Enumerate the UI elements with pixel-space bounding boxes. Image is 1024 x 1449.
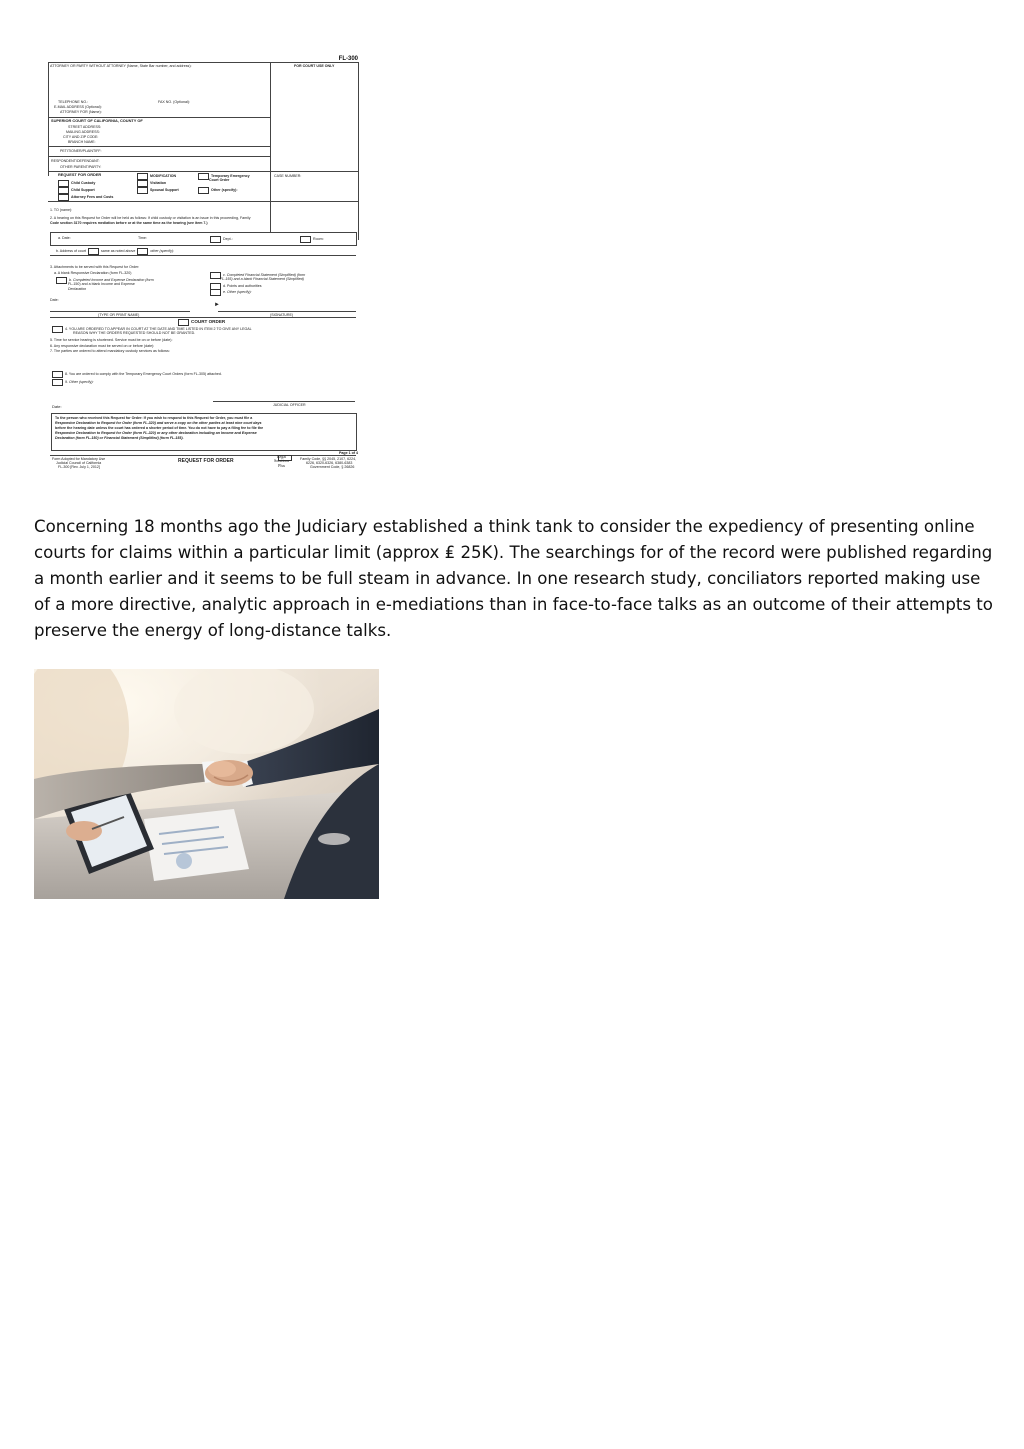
notice-line-1: To the person who received this Request for Order: If you wish to respond to this Request for Order, you must file a — [55, 416, 253, 420]
checkbox-other[interactable] — [198, 187, 209, 194]
signature-caption: (SIGNATURE) — [270, 313, 294, 317]
item-3c-line-2: FL-155) and a blank Financial Statement (Simplified) — [220, 277, 304, 281]
opt-attorney-fees: Attorney Fees and Costs — [71, 195, 114, 200]
item-9: 9. Other (specify): — [65, 380, 94, 385]
opt-other: Other (specify): — [211, 188, 238, 193]
notice-line-3: before the hearing date unless the court has ordered a shorter period of time. You do not have to pay a filing fee to file the — [55, 426, 264, 430]
checkbox-dept[interactable] — [210, 236, 221, 243]
checkbox-modification[interactable] — [137, 173, 148, 180]
checkbox-spousal-support[interactable] — [137, 187, 148, 194]
mailing-label: MAILING ADDRESS: — [66, 130, 100, 134]
footer-right-2: 6226, 6320-6326, 6380-6383 — [306, 461, 353, 465]
checkbox-attorney-fees[interactable] — [58, 194, 69, 201]
court-name: SUPERIOR COURT OF CALIFORNIA, COUNTY OF — [51, 118, 143, 123]
checkbox-3e[interactable] — [210, 289, 221, 296]
form-number: FL-300 — [338, 56, 358, 62]
notice-box — [51, 413, 357, 451]
item-3b-line-2: FL-150) and a blank Income and Expense — [68, 282, 135, 286]
item-3a: a. A blank Responsive Declaration (form FL-320) — [54, 271, 132, 275]
court-form-image: FL-300 ATTORNEY OR PARTY WITHOUT ATTORNEY (Name, State Bar number, and address): FOR COURT USE ONLY TELEPHONE NO.: FAX NO. (Optional): E-MAIL ADDRESS (Optional): ATTORNEY FOR (Name): SUPERIOR COURT OF CALIFORNIA, COUNTY OF STREET ADDRESS: MAILING ADDRESS: CITY AND ZIP CODE: BRANCH NAME: PETITIONER/PLAINTIFF: RESPONDENT/DEFENDANT: OTHER PARENT/PARTY: REQUEST FOR ORDER MODIFICATION Temporary Emergency Court Order CASE NUMBER: Child Custody Visitation Child Support Spousal Support Other (specify): Attorney Fees and Costs 1. TO (name): 2. A hearing on this Request for Order will be held as follows: If child custody or visitation is an issue in this proceeding, Family Code section 3170 requires mediation before or at the same time as the hearing (see item 7.) a. Date: Time: Dept.: Room: b. Address of court same as noted above other (specify): 3. Attachments to be served with this Request for Order: a. A blank Responsive Declaration (form FL-320) b. Completed Income and Expense Declaration (form FL-150) and a blank Income and Expense Declaration c. Completed Financial Statement (Simplified) (form FL-155) and a blank Financial Statement (Simplified) d. Points and authorities e. Other (specify): Date: ► (TYPE OR PRINT NAME) (SIGNATURE) COURT ORDER 4. YOU ARE ORDERED TO APPEAR IN COURT AT THE DATE AND TIME LISTED IN ITEM 2 TO GIVE ANY LEGAL REASON WHY THE ORDERS REQUESTED SHOULD NOT BE GRANTED. 5. Time for service hearing is shortened. Service must be on or before (date): 6. Any responsive declaration must be served on or before (date): 7. The parties are ordered to attend mandatory custody services as follows: 8. You are ordered to comply with the Temporary Emergency Court Orders (form FL-305) attached. 9. Other (specify): Date: JUDICIAL OFFICER To the person who received this Request for Order: If you wish to respond to this Request for Order, you must file a Responsive Declaration to Request for Order (form FL-320) and serve a copy on the other parties at least nine court days before the hearing date unless the court has ordered a shorter period of time. You do not have to pay a filing fee to file the Responsive Declaration to Request for Order (form FL-320) or any other declaration including an Income and Expense Declaration (form FL-150) or Financial Statement (Simplified) (form FL-155). Page 1 of 4 Form Adopted for Mandatory Use Judicial Council of California FL-300 [Rev. July 1, 2012] REQUEST FOR ORDER Legal Solutions Plus Family Code, §§ 2045, 2107, 6224, 6226, 6320-6326, 6380-6383 Government Code, § 26826 — [48, 55, 360, 478]
footer-title: REQUEST FOR ORDER — [178, 458, 234, 464]
item-5: 5. Time for service hearing is shortened. Service must be on or before (date): — [50, 338, 173, 342]
item-4-line-2: REASON WHY THE ORDERS REQUESTED SHOULD NOT BE GRANTED. — [73, 331, 196, 335]
notice-line-2: Responsive Declaration to Request for Order (form FL-320) and serve a copy on the other parties at least nine court days — [55, 421, 262, 425]
attorney-for-label: ATTORNEY FOR (Name): — [60, 110, 102, 114]
footer-right-3: Government Code, § 26826 — [310, 465, 355, 469]
court-use-label: FOR COURT USE ONLY — [294, 64, 335, 68]
same-as-above: same as noted above — [100, 249, 136, 254]
checkbox-item-4[interactable] — [52, 326, 63, 333]
checkbox-child-support[interactable] — [58, 187, 69, 194]
checkbox-3b[interactable] — [56, 277, 67, 284]
legal-solutions-logo: Legal Solutions Plus — [274, 455, 289, 468]
respondent-label: RESPONDENT/DEFENDANT: — [51, 159, 100, 163]
hearing-dept: Dept.: — [223, 237, 233, 242]
date-label-2: Date: — [52, 404, 62, 409]
checkbox-visitation[interactable] — [137, 180, 148, 187]
email-label: E-MAIL ADDRESS (Optional): — [54, 105, 102, 109]
hearing-room: Room: — [313, 237, 324, 242]
opt-temporary-emergency: Temporary Emergency — [211, 174, 250, 179]
branch-label: BRANCH NAME: — [68, 140, 96, 144]
body-paragraph: Concerning 18 months ago the Judiciary established a think tank to consider the expediency of presenting online courts for claims within a particular limit (approx ₤ 25K). The searchings for of the record were published regarding a month earlier and it seems to be full steam in advance. In one research study, conciliators reported making use of a more directive, analytic approach in e-mediations than in face-to-face talks as an outcome of their attempts to preserve the energy of long-distance talks. — [34, 517, 993, 640]
opt-modification: MODIFICATION — [150, 174, 177, 179]
footer-left-2: Judicial Council of California — [56, 461, 102, 465]
item-2-line-2: Code section 3170 requires mediation before or at the same time as the hearing (see item 7.) — [50, 221, 208, 225]
checkbox-other-address[interactable] — [137, 248, 148, 255]
checkbox-room[interactable] — [300, 236, 311, 243]
checkbox-item-9[interactable] — [52, 379, 63, 386]
type-name-caption: (TYPE OR PRINT NAME) — [98, 313, 140, 317]
case-number-label: CASE NUMBER: — [274, 174, 302, 178]
footer-right-1: Family Code, §§ 2045, 2107, 6224, — [300, 457, 357, 461]
court-order-heading: COURT ORDER — [191, 319, 226, 325]
item-3d: d. Points and authorities — [223, 284, 262, 289]
item-8: 8. You are ordered to comply with the Temporary Emergency Court Orders (form FL-305) attached. — [65, 372, 222, 377]
hearing-time: Time: — [138, 236, 147, 240]
street-label: STREET ADDRESS: — [68, 125, 102, 129]
opt-child-custody: Child Custody — [71, 181, 96, 186]
item-3b-line-1: b. Completed Income and Expense Declaration (form — [69, 278, 154, 283]
item-3: 3. Attachments to be served with this Request for Order: — [50, 265, 140, 269]
opt-court-order: Court Order — [209, 178, 230, 182]
telephone-label: TELEPHONE NO.: — [58, 100, 89, 104]
checkbox-item-8[interactable] — [52, 371, 63, 378]
item-3b-line-3: Declaration — [68, 287, 87, 291]
other-parent-label: OTHER PARENT/PARTY: — [60, 165, 102, 169]
fax-label: FAX NO. (Optional): — [158, 100, 190, 104]
date-label-1: Date: — [50, 298, 59, 302]
business-handshake-photo — [34, 669, 379, 899]
notice-line-4: Responsive Declaration to Request for Order (form FL-320) or any other declaration including an Income and Expense — [55, 431, 257, 435]
page-of: Page 1 of 4 — [339, 451, 358, 455]
checkbox-temporary-emergency[interactable] — [198, 173, 209, 180]
checkbox-same-as-above[interactable] — [88, 248, 99, 255]
hearing-date: a. Date: — [58, 236, 71, 240]
item-1: 1. TO (name): — [50, 208, 73, 212]
address-court: b. Address of court — [56, 249, 86, 254]
checkbox-court-order[interactable] — [178, 319, 189, 326]
footer-left-1: Form Adopted for Mandatory Use — [52, 457, 106, 461]
opt-child-support: Child Support — [71, 188, 95, 193]
attorney-header: ATTORNEY OR PARTY WITHOUT ATTORNEY (Name, State Bar number, and address): — [50, 64, 192, 68]
item-3c-line-1: c. Completed Financial Statement (Simplified) (form — [223, 273, 306, 278]
item-4-line-1: 4. YOU ARE ORDERED TO APPEAR IN COURT AT THE DATE AND TIME LISTED IN ITEM 2 TO GIVE ANY LEGAL — [65, 327, 252, 332]
judicial-officer-caption: JUDICIAL OFFICER — [273, 403, 306, 407]
city-label: CITY AND ZIP CODE: — [63, 135, 99, 139]
item-6: 6. Any responsive declaration must be served on or before (date): — [50, 344, 155, 348]
item-3e: e. Other (specify): — [223, 290, 252, 295]
opt-visitation: Visitation — [150, 181, 167, 186]
request-title: REQUEST FOR ORDER — [58, 172, 102, 177]
petitioner-label: PETITIONER/PLAINTIFF: — [60, 149, 102, 153]
other-specify: other (specify): — [150, 249, 175, 254]
footer-left-3: FL-300 [Rev. July 1, 2012] — [58, 465, 100, 469]
checkbox-child-custody[interactable] — [58, 180, 69, 187]
opt-spousal-support: Spousal Support — [150, 188, 179, 193]
item-2-line-1: 2. A hearing on this Request for Order will be held as follows: If child custody or visitation is an issue in this proceeding, Family — [50, 216, 251, 220]
item-7: 7. The parties are ordered to attend mandatory custody services as follows: — [50, 349, 170, 353]
notice-line-5: Declaration (form FL-150) or Financial Statement (Simplified) (form FL-155). — [55, 436, 184, 440]
